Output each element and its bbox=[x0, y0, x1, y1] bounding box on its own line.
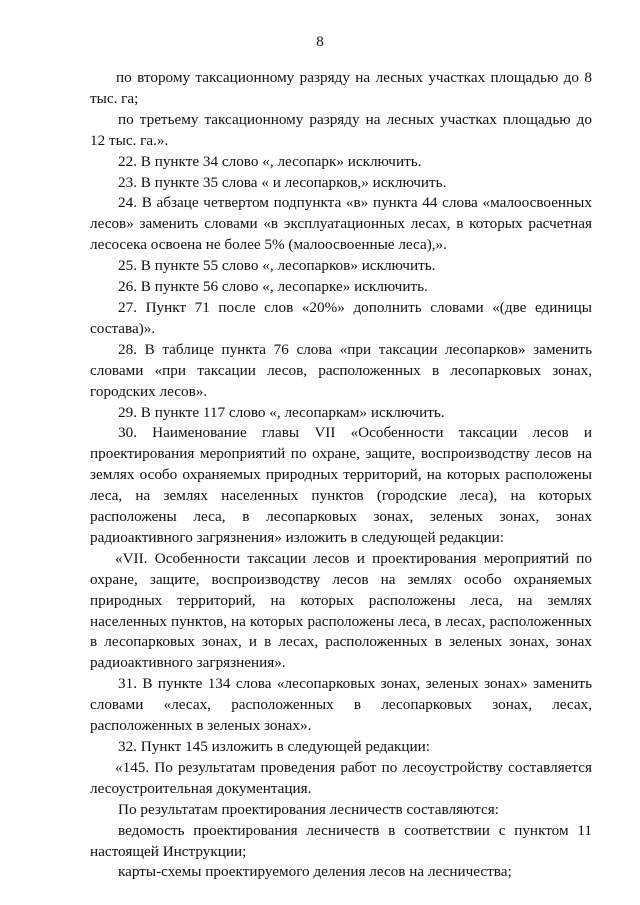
paragraph: ведомость проектирования лесничеств в соответствии с пунктом 11 настоящей Инструкции; bbox=[90, 821, 592, 860]
paragraph: 27. Пункт 71 после слов «20%» дополнить словами «(две единицы состава)». bbox=[90, 298, 592, 337]
paragraph: 26. В пункте 56 слово «, лесопарке» исключить. bbox=[118, 278, 428, 296]
paragraph: 25. В пункте 55 слово «, лесопарков» исключить. bbox=[118, 257, 436, 275]
paragraph: 32. Пункт 145 изложить в следующей редакции: bbox=[118, 738, 431, 755]
paragraph: 22. В пункте 34 слово «, лесопарк» исключить. bbox=[118, 152, 422, 170]
paragraph: «VII. Особенности таксации лесов и проектирования мероприятий по охране, защите, воспроизводству лесов на землях особо охраняемых природных территорий, на которых расположены леса, на землях населенных пунктов, на которых расположены леса, в лесах, расположенных в лесопарковых зонах, и в лесах, расположенных в зеленых зонах, зонах радиоактивного загрязнения». bbox=[90, 549, 592, 672]
paragraph: по второму таксационному разряду на лесных участках площадью до 8 тыс. га; bbox=[90, 69, 592, 107]
paragraph: по третьему таксационному разряду на лесных участках площадью до 12 тыс. га.». bbox=[90, 110, 592, 149]
paragraph: «145. По результатам проведения работ по лесоустройству составляется лесоустроительная документация. bbox=[90, 758, 592, 797]
paragraph: 31. В пункте 134 слова «лесопарковых зонах, зеленых зонах» заменить словами «лесах, расположенных в лесопарковых зонах, лесах, расположенных в зеленых зонах». bbox=[90, 675, 592, 735]
paragraph: 28. В таблице пункта 76 слова «при таксации лесопарков» заменить словами «при таксации лесов, расположенных в лесопарковых зонах, городских лесов». bbox=[90, 340, 592, 400]
paragraph: 24. В абзаце четвертом подпункта «в» пункта 44 слова «малоосвоенных лесов» заменить словами «в эксплуатационных лесах, в которых расчетная лесосека освоена не более 5% (малоосвоенные леса),». bbox=[90, 194, 592, 254]
paragraph: По результатам проектирования лесничеств составляются: bbox=[118, 800, 499, 818]
paragraph: 30. Наименование главы VII «Особенности таксации лесов и проектирования мероприятий по охране, защите, воспроизводству лесов на землях особо охраняемых природных территорий, на которых расположены леса, на землях населенных пунктов (городские леса), на которых расположены леса, в лесопарковых зонах, зеленых зонах, зонах радиоактивного загрязнения» изложить в следующей редакции: bbox=[90, 424, 592, 546]
document-body bbox=[90, 68, 592, 883]
paragraph: карты-схемы проектируемого деления лесов на лесничества; bbox=[118, 863, 512, 881]
paragraph: 23. В пункте 35 слова « и лесопарков,» исключить. bbox=[118, 173, 447, 191]
page-number: 8 bbox=[316, 34, 324, 50]
paragraph: 29. В пункте 117 слово «, лесопаркам» исключить. bbox=[118, 403, 445, 421]
